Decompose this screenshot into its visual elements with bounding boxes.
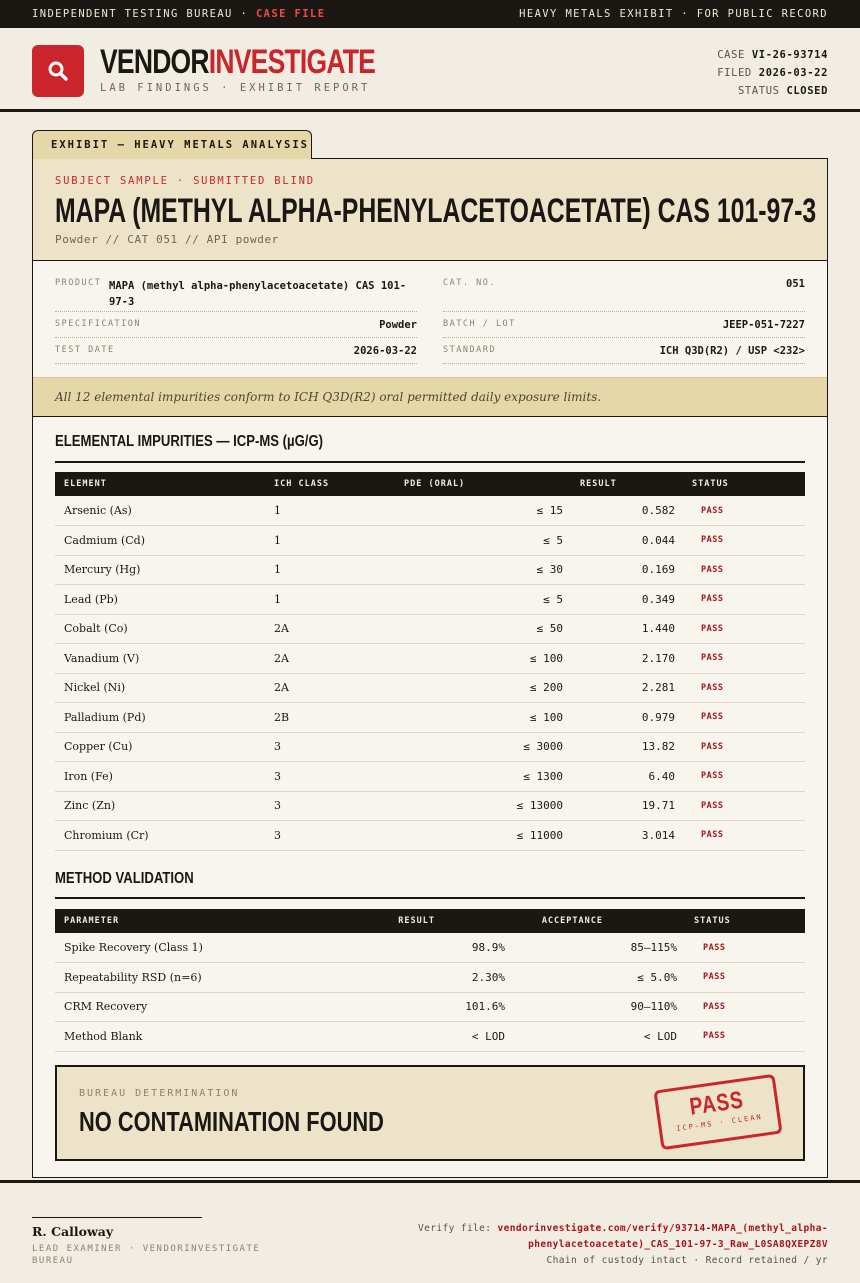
- column-header[interactable]: ACCEPTANCE: [541, 916, 603, 926]
- ich-class-cell: 1: [265, 496, 395, 526]
- status-badge: PASS: [683, 732, 805, 762]
- element-cell: Lead (Pb): [55, 585, 265, 615]
- ich-class-cell: 3: [265, 791, 395, 821]
- pde-cell: ≤ 15: [395, 496, 571, 526]
- meta-cat-no: [443, 278, 805, 312]
- element-cell: Cobalt (Co): [55, 614, 265, 644]
- acceptance-cell: 90–110%: [513, 992, 685, 1022]
- status-badge: PASS: [683, 791, 805, 821]
- ich-class-cell: 3: [265, 762, 395, 792]
- top-bar-left: [32, 8, 325, 20]
- acceptance-cell: < LOD: [513, 1022, 685, 1052]
- table-row[interactable]: [55, 585, 805, 615]
- ich-class-cell: 2A: [265, 673, 395, 703]
- element-cell: Arsenic (As): [55, 496, 265, 526]
- acceptance-cell: ≤ 5.0%: [513, 963, 685, 993]
- pde-cell: ≤ 30: [395, 555, 571, 585]
- filed-label: FILED: [717, 67, 752, 79]
- subject-title-text: MAPA (METHYL ALPHA-PHENYLACETOACETATE) CAS 101-97-3: [55, 192, 817, 230]
- case-number: VI-26-93714: [751, 49, 828, 61]
- case-meta: [717, 46, 828, 100]
- result-cell: 3.014: [571, 821, 683, 851]
- result-cell: 0.349: [571, 585, 683, 615]
- brand-subtitle: LAB FINDINGS · EXHIBIT REPORT: [100, 82, 371, 94]
- status-badge: PASS: [685, 963, 805, 993]
- result-cell: 6.40: [571, 762, 683, 792]
- verify-link[interactable]: vendorinvestigate.com/verify/93714-MAPA_(methyl_alpha-phenylacetoacetate)_CAS_101-97-3_Raw_L0SA8QXEPZ8V: [497, 1223, 828, 1250]
- impurities-title: [55, 431, 382, 451]
- ich-class-cell: 1: [265, 555, 395, 585]
- case-label: CASE: [717, 49, 745, 61]
- stamp-main-text: PASS: [688, 1086, 746, 1121]
- subject-header: [33, 159, 827, 261]
- pde-cell: ≤ 13000: [395, 791, 571, 821]
- element-cell: Copper (Cu): [55, 732, 265, 762]
- element-cell: Nickel (Ni): [55, 673, 265, 703]
- meta-label: BATCH / LOT: [443, 319, 516, 329]
- meta-value: MAPA (methyl alpha-phenylacetoacetate) CAS 101-97-3: [109, 280, 407, 308]
- status-badge: PASS: [683, 644, 805, 674]
- meta-product: [55, 278, 417, 312]
- verify-block: [288, 1221, 828, 1269]
- ich-class-cell: 2A: [265, 644, 395, 674]
- parameter-cell: Spike Recovery (Class 1): [55, 933, 385, 963]
- verify-line: [288, 1221, 828, 1253]
- meta-value: 2026-03-22: [353, 345, 417, 357]
- result-cell: 19.71: [571, 791, 683, 821]
- subject-kicker: SUBJECT SAMPLE · SUBMITTED BLIND: [55, 175, 315, 187]
- acceptance-cell: 85–115%: [513, 933, 685, 963]
- column-header[interactable]: STATUS: [692, 479, 729, 489]
- meta-value: ICH Q3D(R2) / USP <232>: [659, 345, 805, 357]
- bureau-label: INDEPENDENT TESTING BUREAU ·: [32, 8, 256, 20]
- meta-label: STANDARD: [443, 345, 496, 355]
- top-bar-right: HEAVY METALS EXHIBIT · FOR PUBLIC RECORD: [519, 8, 828, 20]
- status-badge: PASS: [683, 496, 805, 526]
- result-cell: 0.582: [571, 496, 683, 526]
- status-badge: PASS: [683, 526, 805, 556]
- validation-table: [55, 909, 805, 1052]
- meta-value: JEEP-051-7227: [722, 319, 805, 331]
- parameter-cell: Method Blank: [55, 1022, 385, 1052]
- status-label: STATUS: [738, 85, 780, 97]
- exhibit-card: [32, 158, 828, 1178]
- status-badge: PASS: [683, 762, 805, 792]
- filed-row: [717, 64, 828, 82]
- ich-class-cell: 1: [265, 526, 395, 556]
- conformance-note: All 12 elemental impurities conform to ICH Q3D(R2) oral permitted daily exposure limits.: [33, 377, 827, 417]
- impurities-title-text: ELEMENTAL IMPURITIES — ICP-MS (µG/G): [55, 433, 324, 450]
- column-header[interactable]: PDE (ORAL): [404, 479, 466, 489]
- element-cell: Mercury (Hg): [55, 555, 265, 585]
- pde-cell: ≤ 5: [395, 526, 571, 556]
- table-header-row: [55, 909, 805, 933]
- parameter-cell: CRM Recovery: [55, 992, 385, 1022]
- ich-class-cell: 2A: [265, 614, 395, 644]
- case-file-label: CASE FILE: [255, 8, 326, 20]
- table-row[interactable]: [55, 762, 805, 792]
- pde-cell: ≤ 100: [395, 703, 571, 733]
- table-row[interactable]: [55, 526, 805, 556]
- determination-kicker: BUREAU DETERMINATION: [79, 1088, 240, 1099]
- status-badge: PASS: [683, 585, 805, 615]
- table-row[interactable]: [55, 933, 805, 963]
- exhibit-tab: EXHIBIT — HEAVY METALS ANALYSIS: [32, 130, 312, 159]
- result-cell: < LOD: [385, 1022, 513, 1052]
- brand-wordmark[interactable]: [100, 42, 453, 82]
- element-cell: Cadmium (Cd): [55, 526, 265, 556]
- element-cell: Chromium (Cr): [55, 821, 265, 851]
- validation-title: [55, 868, 224, 888]
- ich-class-cell: 3: [265, 821, 395, 851]
- result-cell: 2.170: [571, 644, 683, 674]
- pde-cell: ≤ 3000: [395, 732, 571, 762]
- status-badge: PASS: [685, 992, 805, 1022]
- status-badge: PASS: [683, 821, 805, 851]
- ich-class-cell: 1: [265, 585, 395, 615]
- status-badge: PASS: [685, 1022, 805, 1052]
- verify-label: Verify file:: [417, 1223, 498, 1234]
- table-row[interactable]: [55, 791, 805, 821]
- column-header[interactable]: RESULT: [580, 479, 617, 489]
- signature-line: [32, 1217, 202, 1218]
- table-row[interactable]: [55, 992, 805, 1022]
- status-badge: PASS: [683, 703, 805, 733]
- filed-date: 2026-03-22: [758, 67, 828, 79]
- verdict-text: NO CONTAMINATION FOUND: [79, 1106, 384, 1137]
- column-header[interactable]: ICH CLASS: [274, 479, 330, 489]
- result-cell: 0.979: [571, 703, 683, 733]
- result-cell: 0.169: [571, 555, 683, 585]
- column-header[interactable]: STATUS: [694, 916, 731, 926]
- brand-part-1: VENDOR: [100, 43, 209, 81]
- column-header[interactable]: ELEMENT: [64, 479, 107, 489]
- section-rule: [55, 897, 805, 899]
- meta-standard: [443, 345, 805, 364]
- logo[interactable]: [32, 45, 84, 97]
- site-header: [0, 28, 860, 112]
- subject-desc: Powder // CAT 051 // API powder: [55, 233, 279, 246]
- status-badge: PASS: [683, 673, 805, 703]
- element-cell: Vanadium (V): [55, 644, 265, 674]
- table-row[interactable]: [55, 732, 805, 762]
- meta-batch: [443, 319, 805, 338]
- ich-class-cell: 3: [265, 732, 395, 762]
- column-header[interactable]: PARAMETER: [64, 916, 120, 926]
- result-cell: 98.9%: [385, 933, 513, 963]
- table-row[interactable]: [55, 555, 805, 585]
- meta-label: PRODUCT: [55, 278, 102, 288]
- section-rule: [55, 461, 805, 463]
- case-number-row: [717, 46, 828, 64]
- pde-cell: ≤ 11000: [395, 821, 571, 851]
- ich-class-cell: 2B: [265, 703, 395, 733]
- status-badge: PASS: [683, 614, 805, 644]
- table-row[interactable]: [55, 963, 805, 993]
- status-value: CLOSED: [786, 85, 828, 97]
- status-badge: PASS: [685, 933, 805, 963]
- footer-divider: [0, 1180, 860, 1183]
- table-row[interactable]: [55, 614, 805, 644]
- result-cell: 2.281: [571, 673, 683, 703]
- pde-cell: ≤ 50: [395, 614, 571, 644]
- element-cell: Palladium (Pd): [55, 703, 265, 733]
- pde-cell: ≤ 5: [395, 585, 571, 615]
- table-row[interactable]: [55, 496, 805, 526]
- pass-stamp: [653, 1074, 782, 1150]
- result-cell: 13.82: [571, 732, 683, 762]
- table-header-row: [55, 472, 805, 496]
- top-bar: [0, 0, 860, 28]
- impurities-table: [55, 472, 805, 851]
- status-badge: PASS: [683, 555, 805, 585]
- bureau-determination: [55, 1065, 805, 1161]
- result-cell: 101.6%: [385, 992, 513, 1022]
- table-row[interactable]: [55, 703, 805, 733]
- element-cell: Zinc (Zn): [55, 791, 265, 821]
- subject-title: [55, 192, 817, 230]
- table-row[interactable]: [55, 644, 805, 674]
- meta-label: SPECIFICATION: [55, 319, 142, 329]
- meta-label: CAT. NO.: [443, 278, 496, 288]
- meta-specification: [55, 319, 417, 338]
- meta-value: Powder: [379, 319, 417, 331]
- examiner-name: R. Calloway: [32, 1224, 114, 1239]
- brand-part-2: INVESTIGATE: [208, 43, 376, 81]
- determination-verdict: [79, 1105, 470, 1138]
- pde-cell: ≤ 200: [395, 673, 571, 703]
- stamp-sub: ICP-MS · CLEAN: [675, 1112, 764, 1133]
- table-row[interactable]: [55, 1022, 805, 1052]
- validation-title-text: METHOD VALIDATION: [55, 870, 194, 887]
- pde-cell: ≤ 100: [395, 644, 571, 674]
- table-row[interactable]: [55, 673, 805, 703]
- examiner-role: LEAD EXAMINER · VENDORINVESTIGATE BUREAU: [32, 1244, 261, 1266]
- result-cell: 0.044: [571, 526, 683, 556]
- magnifier-icon: [47, 60, 69, 82]
- sample-meta: [33, 261, 827, 377]
- status-row: [717, 82, 828, 100]
- result-cell: 1.440: [571, 614, 683, 644]
- column-header[interactable]: RESULT: [398, 916, 435, 926]
- meta-value: 051: [786, 278, 805, 290]
- parameter-cell: Repeatability RSD (n=6): [55, 963, 385, 993]
- pde-cell: ≤ 1300: [395, 762, 571, 792]
- meta-test-date: [55, 345, 417, 364]
- meta-label: TEST DATE: [55, 345, 115, 355]
- result-cell: 2.30%: [385, 963, 513, 993]
- element-cell: Iron (Fe): [55, 762, 265, 792]
- custody-note: Chain of custody intact · Record retained / yr: [546, 1255, 828, 1266]
- table-row[interactable]: [55, 821, 805, 851]
